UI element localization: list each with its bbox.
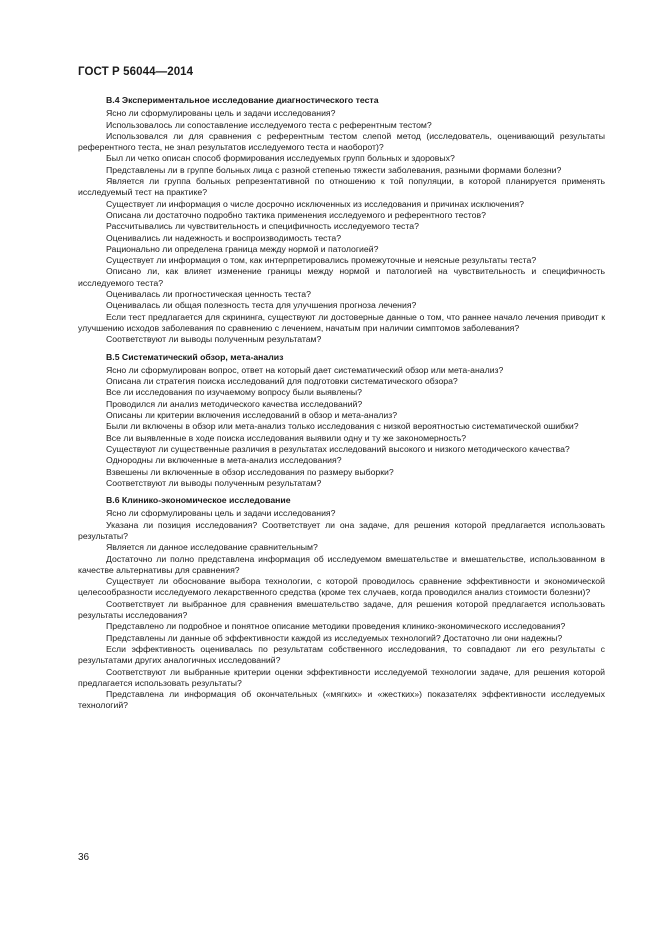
checklist-question: Является ли группа больных репрезентативной по отношению к той популяции, в которой планируется применять исследуемый тест на практике? — [78, 176, 605, 198]
checklist-question: Если тест предлагается для скрининга, существуют ли достоверные данные о том, что раннее начало лечения приводит к улучшению исходов заболевания по сравнению с лечением, начатым при наличии симптомов заболевания? — [78, 311, 605, 333]
checklist-question: Ясно ли сформулированы цель и задачи исследования? — [106, 508, 336, 519]
checklist-question: Описана ли достаточно подробно тактика применения исследуемого и референтного тестов? — [106, 209, 486, 220]
checklist-question: Все ли выявленные в ходе поиска исследования выявили одну и ту же закономерность? — [106, 432, 467, 443]
checklist-question: Рационально ли определена граница между нормой и патологией? — [106, 243, 379, 254]
checklist-question: Представлена ли информация об окончательных («мягких» и «жестких») показателях эффективности исследуемых технологий? — [78, 689, 605, 711]
checklist-question: Использовался ли для сравнения с референтным тестом слепой метод (исследователь, оценивающий результаты референтного теста, не знал результатов исследуемого теста и наоборот)? — [78, 130, 605, 153]
checklist-question: Оценивались ли надежность и воспроизводимость теста? — [106, 232, 342, 243]
checklist-question: Ясно ли сформулированы цель и задачи исследования? — [106, 108, 336, 119]
checklist-question: Существует ли информация о числе досрочно исключенных из исследования и причинах исключения? — [106, 198, 524, 209]
checklist-question: Описаны ли критерии включения исследований в обзор и мета-анализ? — [106, 410, 398, 421]
checklist-question: Описано ли, как влияет изменение границы между нормой и патологией на чувствительность и специфичность исследуемого теста? — [78, 266, 605, 288]
checklist-question: Проводился ли анализ методического качества исследований? — [106, 398, 363, 409]
checklist-question: Ясно ли сформулирован вопрос, ответ на который дает систематический обзор или мета-анализ? — [106, 364, 504, 375]
checklist-question: Все ли исследования по изучаемому вопросу были выявлены? — [106, 387, 362, 398]
document-body — [78, 94, 605, 712]
checklist-question: Соответствуют ли выводы полученным результатам? — [106, 477, 322, 488]
checklist-question: Описана ли стратегия поиска исследований для подготовки систематического обзора? — [106, 376, 458, 387]
checklist-question: Использовалось ли сопоставление исследуемого теста с референтным тестом? — [106, 119, 432, 130]
page-number: 36 — [78, 852, 90, 863]
checklist-question: Представлены ли данные об эффективности каждой из исследуемых технологий? Достаточно ли они надежны? — [106, 632, 563, 643]
checklist-question: Оценивалась ли общая полезность теста для улучшения прогноза лечения? — [106, 300, 417, 311]
checklist-question: Представлено ли подробное и понятное описание методики проведения клинико-экономического исследования? — [106, 621, 566, 632]
checklist-question: Существует ли обоснование выбора технологии, с которой проводилось сравнение эффективности и экономической целесообразности исследуемого лекарственного средства (кроме тех случаев, когда проводился анализ стоимости болезни)? — [78, 576, 605, 598]
checklist-question: Был ли четко описан способ формирования исследуемых групп больных и здоровых? — [106, 153, 455, 164]
checklist-question: Является ли данное исследование сравнительным? — [106, 542, 318, 553]
section-heading: В.4 Экспериментальное исследование диагностического теста — [106, 95, 379, 105]
checklist-question: Рассчитывались ли чувствительность и специфичность исследуемого теста? — [106, 221, 419, 232]
checklist-question: Существуют ли существенные различия в результатах исследований высокого и низкого методического качества? — [106, 443, 570, 454]
checklist-question: Соответствуют ли выводы полученным результатам? — [106, 334, 322, 345]
section-heading: В.6 Клинико-экономическое исследование — [106, 495, 291, 506]
checklist-question: Соответствуют ли выбранные критерии оценки эффективности исследуемой технологии задаче, для решения которой предлагается использовать результаты? — [78, 666, 605, 688]
checklist-question: Если эффективность оценивалась по результатам собственного исследования, то совпадают ли его результаты с результатами других аналогичных исследований? — [78, 643, 605, 666]
checklist-question: Указана ли позиция исследования? Соответствует ли она задаче, для решения которой предлагается использовать результаты? — [78, 519, 605, 541]
checklist-question: Соответствует ли выбранное для сравнения вмешательство задаче, для решения которой предлагается использовать результаты исследования? — [78, 598, 605, 621]
checklist-question: Достаточно ли полно представлена информация об исследуемом вмешательстве и вмешательстве, использованном в качестве альтернативы для сравнения? — [78, 553, 605, 575]
checklist-question: Представлены ли в группе больных лица с разной степенью тяжести заболевания, разными формами болезни? — [106, 164, 562, 175]
section-heading: В.5 Систематический обзор, мета-анализ — [106, 351, 284, 362]
checklist-question: Однородны ли включенные в мета-анализ исследования? — [106, 455, 342, 466]
checklist-question: Взвешены ли включенные в обзор исследования по размеру выборки? — [106, 466, 394, 477]
checklist-question: Были ли включены в обзор или мета-анализ только исследования с низкой вероятностью систематической ошибки? — [106, 421, 579, 432]
checklist-question: Оценивалась ли прогностическая ценность теста? — [106, 289, 311, 300]
document-header: ГОСТ Р 56044—2014 — [78, 66, 194, 78]
checklist-question: Существует ли информация о том, как интерпретировались промежуточные и неясные результаты теста? — [106, 255, 537, 266]
